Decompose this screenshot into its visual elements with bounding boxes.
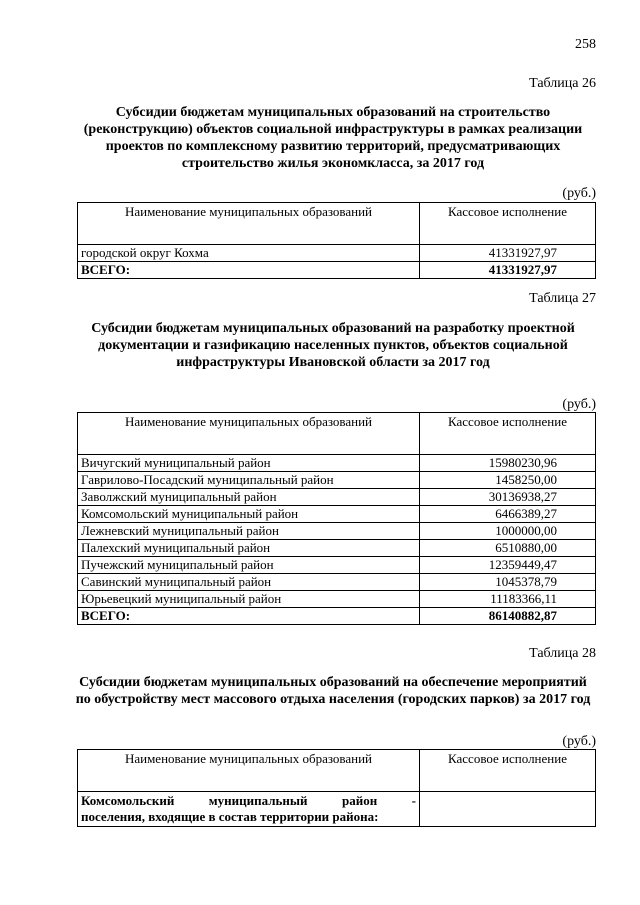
row-name: Вичугский муниципальный район: [78, 455, 420, 472]
table-row: [78, 591, 596, 608]
table-header-row: [78, 750, 596, 792]
total-label: ВСЕГО:: [78, 262, 420, 279]
table-27: [77, 412, 596, 625]
table-27-title: Субсидии бюджетам муниципальных образований на разработку проектной документации и газификацию населенных пунктов, объектов социальной инфраструктуры Ивановской области за 2017 год: [91, 321, 575, 370]
row-value: [420, 792, 596, 827]
table-row: [78, 489, 596, 506]
row-value: 12359449,47: [420, 557, 596, 574]
row-name-line-1: Комсомольский муниципальный район -: [81, 793, 416, 808]
row-name: [78, 792, 420, 827]
total-label: ВСЕГО:: [78, 608, 420, 625]
row-name: Пучежский муниципальный район: [78, 557, 420, 574]
total-value: 86140882,87: [420, 608, 596, 625]
table-row: [78, 506, 596, 523]
table-28-title: Субсидии бюджетам муниципальных образований на обеспечение мероприятий по обустройству мест массового отдыха населения (городских парков) за 2017 год: [75, 675, 591, 707]
table-row: [78, 455, 596, 472]
total-row: [78, 608, 596, 625]
table-header-row: [78, 203, 596, 245]
table-header-row: [78, 413, 596, 455]
row-value: 1000000,00: [420, 523, 596, 540]
table-28: [77, 749, 596, 827]
table-row: [78, 540, 596, 557]
row-name: Заволжский муниципальный район: [78, 489, 420, 506]
table-row: [78, 574, 596, 591]
table-26: [77, 202, 596, 279]
column-header-value: Кассовое исполнение: [420, 203, 596, 245]
row-value: 1458250,00: [420, 472, 596, 489]
table-row: [78, 792, 596, 827]
page-number: 258: [575, 37, 596, 52]
row-value: 6466389,27: [420, 506, 596, 523]
table-row: [78, 523, 596, 540]
total-value: 41331927,97: [420, 262, 596, 279]
table-28-unit: (руб.): [562, 734, 596, 749]
row-name: Юрьевецкий муниципальный район: [78, 591, 420, 608]
row-name: Гаврилово-Посадский муниципальный район: [78, 472, 420, 489]
table-26-unit: (руб.): [562, 186, 596, 201]
table-row: [78, 557, 596, 574]
column-header-value: Кассовое исполнение: [420, 750, 596, 792]
table-row: [78, 245, 596, 262]
row-name: Палехский муниципальный район: [78, 540, 420, 557]
row-value: 1045378,79: [420, 574, 596, 591]
column-header-name: Наименование муниципальных образований: [78, 413, 420, 455]
row-name-line-2: поселения, входящие в состав территории района:: [81, 809, 379, 824]
table-27-label: Таблица 27: [529, 291, 596, 306]
column-header-value: Кассовое исполнение: [420, 413, 596, 455]
row-value: 6510880,00: [420, 540, 596, 557]
row-name: Савинский муниципальный район: [78, 574, 420, 591]
row-value: 41331927,97: [420, 245, 596, 262]
table-26-title: Субсидии бюджетам муниципальных образований на строительство (реконструкцию) объектов социальной инфраструктуры в рамках реализации проектов по комплексному развитию территорий, предусматривающих строительство жилья экономкласса, за 2017 год: [83, 105, 583, 171]
column-header-name: Наименование муниципальных образований: [78, 203, 420, 245]
row-name: Лежневский муниципальный район: [78, 523, 420, 540]
row-name: городской округ Кохма: [78, 245, 420, 262]
column-header-name: Наименование муниципальных образований: [78, 750, 420, 792]
table-28-label: Таблица 28: [529, 646, 596, 661]
row-value: 15980230,96: [420, 455, 596, 472]
row-value: 30136938,27: [420, 489, 596, 506]
row-value: 11183366,11: [420, 591, 596, 608]
table-row: [78, 472, 596, 489]
table-26-label: Таблица 26: [529, 76, 596, 91]
table-27-unit: (руб.): [562, 397, 596, 412]
row-name: Комсомольский муниципальный район: [78, 506, 420, 523]
total-row: [78, 262, 596, 279]
